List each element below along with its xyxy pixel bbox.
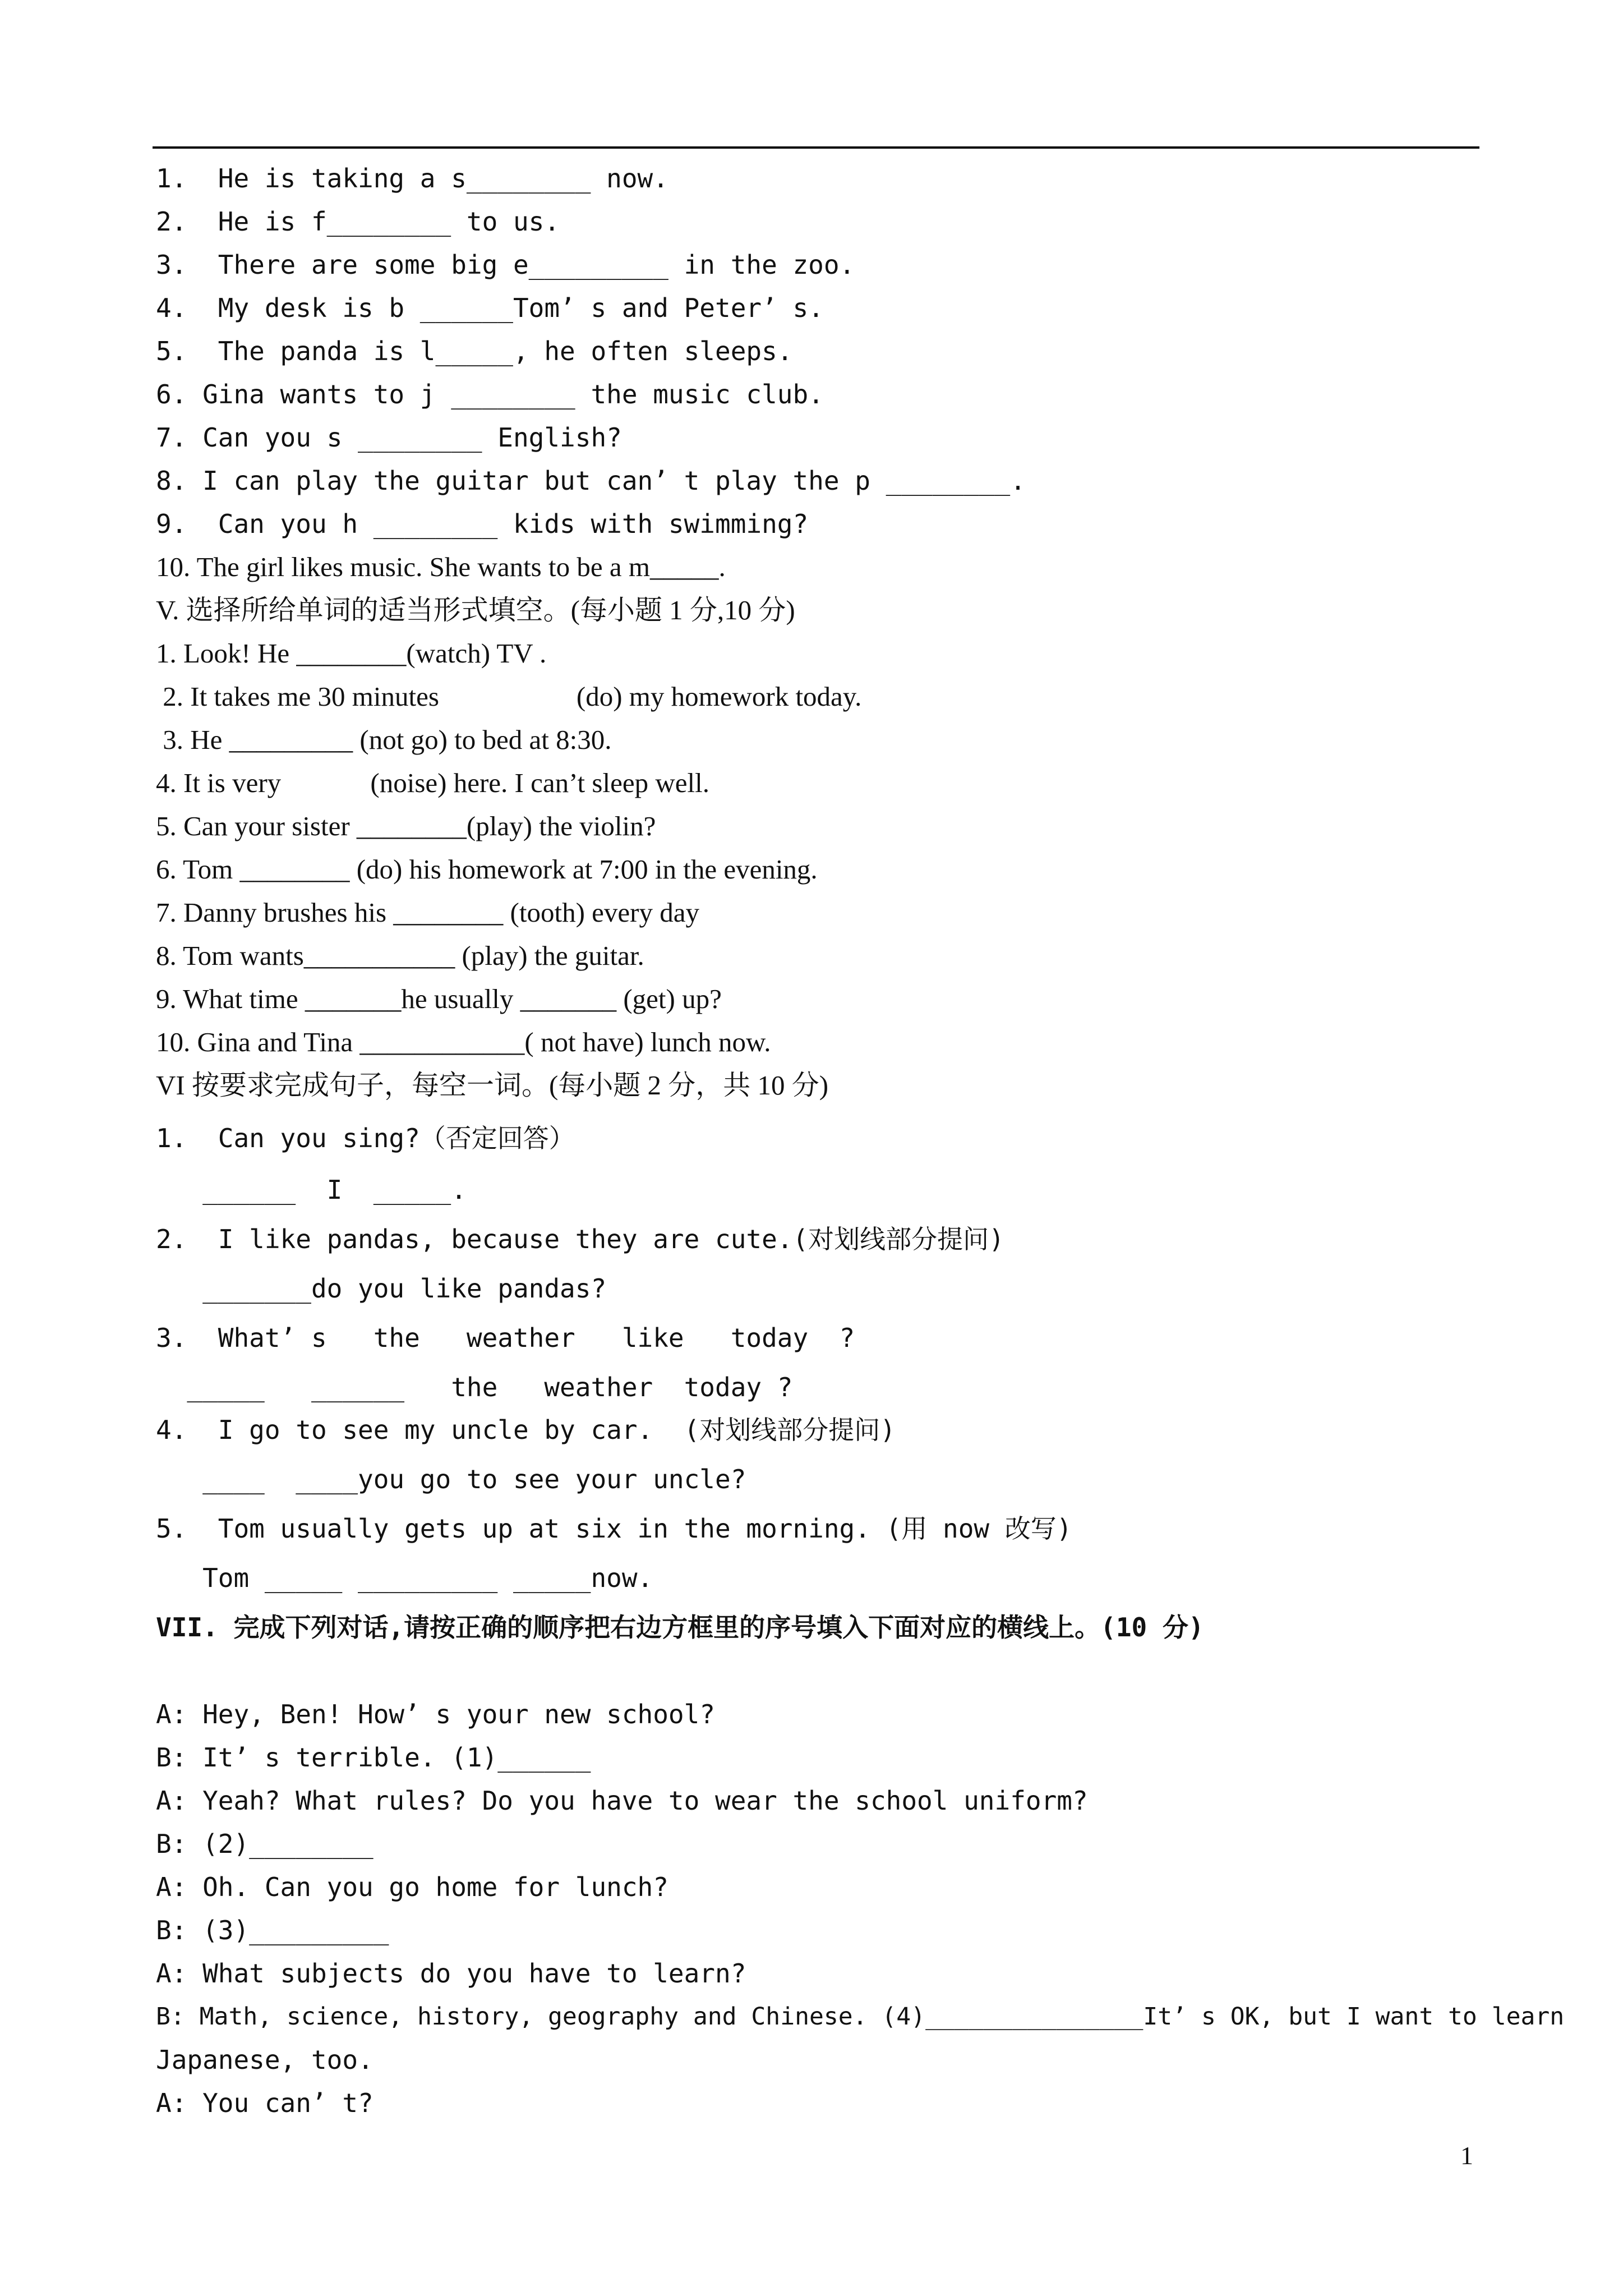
part4-item-6: 6. Gina wants to j ________ the music club. — [156, 379, 824, 409]
dialogue-line: B: It’ s terrible. (1)______ — [156, 1742, 591, 1773]
part4-item-4: 4. My desk is b ______Tom’ s and Peter’ s. — [156, 293, 824, 323]
page-number: 1 — [1460, 2141, 1473, 2170]
dialogue-line: B: Math, science, history, geography and Chinese. (4)_______________It’ s OK, but I want to learn — [156, 2003, 1565, 2031]
part6-question-3: 3. What’ s the weather like today ? — [156, 1323, 855, 1353]
part5-heading: V. 选择所给单词的适当形式填空。(每小题 1 分,10 分) — [156, 595, 795, 625]
part5-item-6: 6. Tom ________ (do) his homework at 7:00 in the evening. — [156, 854, 818, 885]
part5-item-10: 10. Gina and Tina ____________( not have) lunch now. — [156, 1027, 771, 1057]
part6-answer-3: _____ ______ the weather today ? — [156, 1372, 793, 1402]
part5-item-7: 7. Danny brushes his ________ (tooth) every day — [156, 897, 699, 928]
part4-item-3: 3. There are some big e_________ in the zoo. — [156, 250, 855, 280]
part6-question-4: 4. I go to see my uncle by car. (对划线部分提问) — [156, 1415, 896, 1445]
part5-item-1: 1. Look! He ________(watch) TV . — [156, 638, 547, 669]
part4-item-8: 8. I can play the guitar but can’ t play the p ________. — [156, 466, 1026, 496]
part5-item-8: 8. Tom wants___________ (play) the guitar. — [156, 940, 644, 971]
dialogue-line: B: (2)________ — [156, 1829, 374, 1859]
part4-item-1: 1. He is taking a s________ now. — [156, 163, 668, 194]
dialogue-line: A: You can’ t? — [156, 2088, 374, 2118]
dialogue-line: Japanese, too. — [156, 2045, 374, 2075]
dialogue-line: A: What subjects do you have to learn? — [156, 1958, 746, 1989]
part6-question-1: 1. Can you sing?（否定回答） — [156, 1123, 575, 1153]
dialogue-line: A: Yeah? What rules? Do you have to wear the school uniform? — [156, 1786, 1088, 1816]
part6-answer-1: ______ I _____. — [156, 1175, 467, 1205]
header-rule — [153, 146, 1479, 149]
dialogue-line: B: (3)_________ — [156, 1915, 389, 1945]
part5-item-4: 4. It is very (noise) here. I can’t sleep well. — [156, 767, 709, 798]
part5-item-9: 9. What time _______he usually _______ (get) up? — [156, 983, 722, 1014]
part7-heading: VII. 完成下列对话,请按正确的顺序把右边方框里的序号填入下面对应的横线上。(10 分) — [156, 1612, 1204, 1642]
part5-item-2: 2. It takes me 30 minutes (do) my homework today. — [156, 681, 862, 712]
part6-answer-2: _______do you like pandas? — [156, 1273, 607, 1304]
part4-item-9: 9. Can you h ________ kids with swimming? — [156, 509, 809, 539]
part6-question-2: 2. I like pandas, because they are cute.(对划线部分提问) — [156, 1224, 1004, 1254]
part4-item-2: 2. He is f________ to us. — [156, 206, 560, 237]
part4-item-5: 5. The panda is l_____, he often sleeps. — [156, 336, 793, 366]
part6-answer-5: Tom _____ _________ _____now. — [156, 1563, 653, 1593]
part4-item-7: 7. Can you s ________ English? — [156, 422, 622, 453]
dialogue-line: A: Hey, Ben! How’ s your new school? — [156, 1699, 715, 1729]
part5-item-5: 5. Can your sister ________(play) the violin? — [156, 811, 656, 841]
part6-answer-4: ____ ____you go to see your uncle? — [156, 1464, 746, 1494]
part6-question-5: 5. Tom usually gets up at six in the morning. (用 now 改写) — [156, 1513, 1072, 1544]
part5-item-3: 3. He _________ (not go) to bed at 8:30. — [156, 724, 612, 755]
part4-item-10: 10. The girl likes music. She wants to be a m_____. — [156, 551, 726, 582]
part6-heading: VI 按要求完成句子，每空一词。(每小题 2 分，共 10 分) — [156, 1070, 829, 1101]
dialogue-line: A: Oh. Can you go home for lunch? — [156, 1872, 668, 1902]
